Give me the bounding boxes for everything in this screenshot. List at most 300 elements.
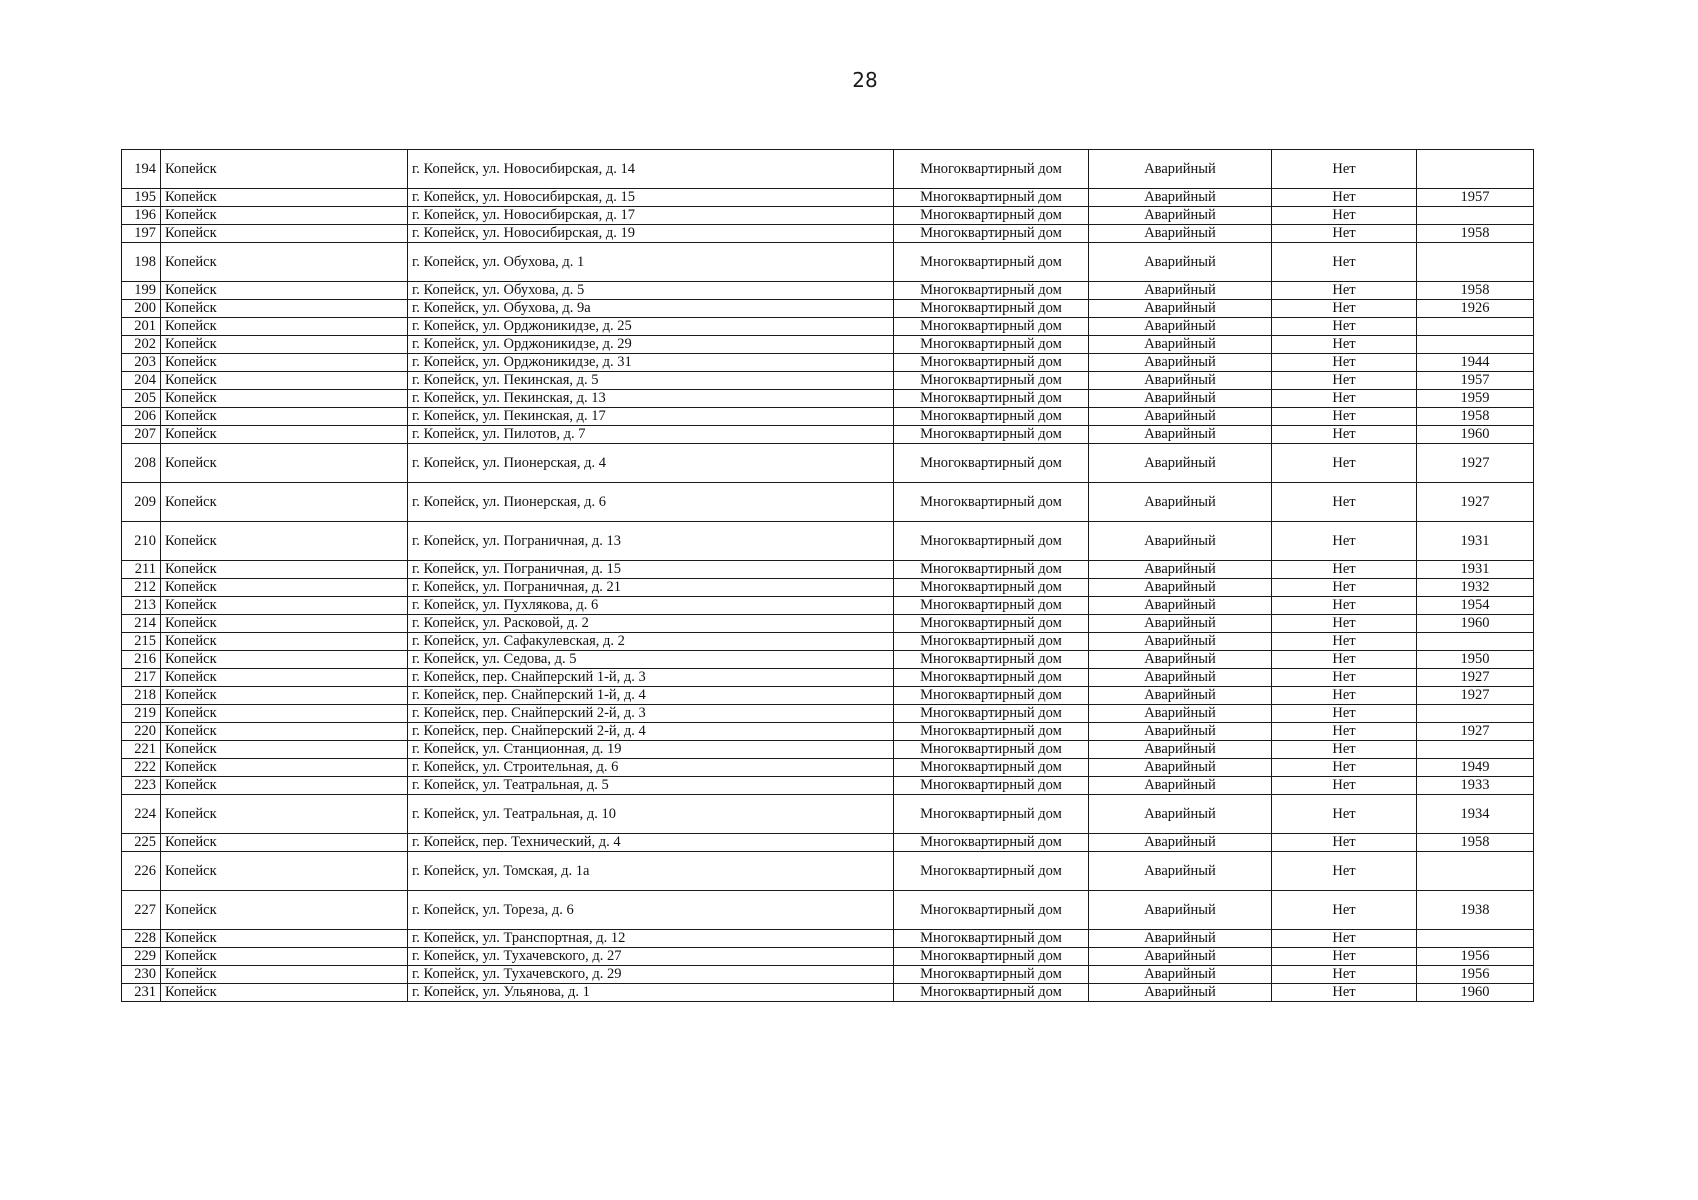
flag-cell: Нет: [1272, 615, 1417, 633]
table-row: [122, 354, 1534, 372]
address-cell: г. Копейск, ул. Орджоникидзе, д. 31: [408, 354, 894, 372]
condition-cell: Аварийный: [1089, 522, 1272, 561]
table-row: [122, 966, 1534, 984]
table-row: [122, 777, 1534, 795]
table-row: [122, 300, 1534, 318]
address-cell: г. Копейск, пер. Снайперский 1-й, д. 4: [408, 687, 894, 705]
flag-cell: Нет: [1272, 948, 1417, 966]
address-cell: г. Копейск, ул. Орджоникидзе, д. 25: [408, 318, 894, 336]
year-cell: 1956: [1417, 948, 1534, 966]
row-number: 203: [122, 354, 161, 372]
row-number: 197: [122, 225, 161, 243]
flag-cell: Нет: [1272, 150, 1417, 189]
row-number: 212: [122, 579, 161, 597]
year-cell: 1927: [1417, 669, 1534, 687]
condition-cell: Аварийный: [1089, 483, 1272, 522]
building-type-cell: Многоквартирный дом: [894, 444, 1089, 483]
year-cell: 1931: [1417, 561, 1534, 579]
building-type-cell: Многоквартирный дом: [894, 615, 1089, 633]
address-cell: г. Копейск, ул. Пограничная, д. 13: [408, 522, 894, 561]
table-row: [122, 426, 1534, 444]
year-cell: [1417, 930, 1534, 948]
city-cell: Копейск: [161, 930, 408, 948]
table-row: [122, 561, 1534, 579]
city-cell: Копейск: [161, 705, 408, 723]
row-number: 210: [122, 522, 161, 561]
address-cell: г. Копейск, ул. Пекинская, д. 17: [408, 408, 894, 426]
building-type-cell: Многоквартирный дом: [894, 834, 1089, 852]
table-row: [122, 207, 1534, 225]
city-cell: Копейск: [161, 225, 408, 243]
address-cell: г. Копейск, ул. Обухова, д. 5: [408, 282, 894, 300]
building-type-cell: Многоквартирный дом: [894, 930, 1089, 948]
building-type-cell: Многоквартирный дом: [894, 150, 1089, 189]
table-row: [122, 948, 1534, 966]
year-cell: 1957: [1417, 189, 1534, 207]
row-number: 227: [122, 891, 161, 930]
year-cell: [1417, 318, 1534, 336]
row-number: 223: [122, 777, 161, 795]
table-row: [122, 891, 1534, 930]
flag-cell: Нет: [1272, 777, 1417, 795]
address-cell: г. Копейск, ул. Театральная, д. 10: [408, 795, 894, 834]
condition-cell: Аварийный: [1089, 615, 1272, 633]
condition-cell: Аварийный: [1089, 984, 1272, 1002]
flag-cell: Нет: [1272, 633, 1417, 651]
address-cell: г. Копейск, ул. Обухова, д. 9а: [408, 300, 894, 318]
flag-cell: Нет: [1272, 372, 1417, 390]
condition-cell: Аварийный: [1089, 891, 1272, 930]
table-row: [122, 651, 1534, 669]
row-number: 218: [122, 687, 161, 705]
address-cell: г. Копейск, ул. Театральная, д. 5: [408, 777, 894, 795]
table-row: [122, 723, 1534, 741]
year-cell: 1960: [1417, 615, 1534, 633]
year-cell: 1959: [1417, 390, 1534, 408]
address-cell: г. Копейск, ул. Пилотов, д. 7: [408, 426, 894, 444]
flag-cell: Нет: [1272, 723, 1417, 741]
table-row: [122, 852, 1534, 891]
year-cell: [1417, 150, 1534, 189]
condition-cell: Аварийный: [1089, 834, 1272, 852]
year-cell: 1927: [1417, 723, 1534, 741]
building-type-cell: Многоквартирный дом: [894, 852, 1089, 891]
row-number: 198: [122, 243, 161, 282]
city-cell: Копейск: [161, 318, 408, 336]
condition-cell: Аварийный: [1089, 300, 1272, 318]
row-number: 217: [122, 669, 161, 687]
condition-cell: Аварийный: [1089, 318, 1272, 336]
condition-cell: Аварийный: [1089, 687, 1272, 705]
year-cell: [1417, 336, 1534, 354]
address-cell: г. Копейск, ул. Сафакулевская, д. 2: [408, 633, 894, 651]
condition-cell: Аварийный: [1089, 795, 1272, 834]
row-number: 195: [122, 189, 161, 207]
condition-cell: Аварийный: [1089, 189, 1272, 207]
city-cell: Копейск: [161, 354, 408, 372]
flag-cell: Нет: [1272, 687, 1417, 705]
city-cell: Копейск: [161, 483, 408, 522]
building-type-cell: Многоквартирный дом: [894, 561, 1089, 579]
flag-cell: Нет: [1272, 561, 1417, 579]
flag-cell: Нет: [1272, 984, 1417, 1002]
city-cell: Копейск: [161, 669, 408, 687]
building-type-cell: Многоквартирный дом: [894, 687, 1089, 705]
flag-cell: Нет: [1272, 759, 1417, 777]
flag-cell: Нет: [1272, 282, 1417, 300]
row-number: 196: [122, 207, 161, 225]
year-cell: [1417, 705, 1534, 723]
building-type-cell: Многоквартирный дом: [894, 705, 1089, 723]
housing-register-table: [121, 149, 1534, 1002]
building-type-cell: Многоквартирный дом: [894, 669, 1089, 687]
city-cell: Копейск: [161, 984, 408, 1002]
row-number: 219: [122, 705, 161, 723]
row-number: 200: [122, 300, 161, 318]
address-cell: г. Копейск, ул. Обухова, д. 1: [408, 243, 894, 282]
city-cell: Копейск: [161, 243, 408, 282]
building-type-cell: Многоквартирный дом: [894, 483, 1089, 522]
table-row: [122, 189, 1534, 207]
condition-cell: Аварийный: [1089, 336, 1272, 354]
table-row: [122, 390, 1534, 408]
table-row: [122, 669, 1534, 687]
table-row: [122, 795, 1534, 834]
city-cell: Копейск: [161, 336, 408, 354]
condition-cell: Аварийный: [1089, 579, 1272, 597]
address-cell: г. Копейск, ул. Пухлякова, д. 6: [408, 597, 894, 615]
building-type-cell: Многоквартирный дом: [894, 579, 1089, 597]
city-cell: Копейск: [161, 687, 408, 705]
year-cell: 1944: [1417, 354, 1534, 372]
city-cell: Копейск: [161, 777, 408, 795]
year-cell: [1417, 243, 1534, 282]
address-cell: г. Копейск, ул. Ульянова, д. 1: [408, 984, 894, 1002]
condition-cell: Аварийный: [1089, 741, 1272, 759]
city-cell: Копейск: [161, 561, 408, 579]
address-cell: г. Копейск, ул. Пионерская, д. 4: [408, 444, 894, 483]
building-type-cell: Многоквартирный дом: [894, 891, 1089, 930]
year-cell: 1931: [1417, 522, 1534, 561]
address-cell: г. Копейск, ул. Расковой, д. 2: [408, 615, 894, 633]
row-number: 209: [122, 483, 161, 522]
row-number: 202: [122, 336, 161, 354]
address-cell: г. Копейск, ул. Томская, д. 1а: [408, 852, 894, 891]
year-cell: 1927: [1417, 687, 1534, 705]
building-type-cell: Многоквартирный дом: [894, 741, 1089, 759]
condition-cell: Аварийный: [1089, 633, 1272, 651]
building-type-cell: Многоквартирный дом: [894, 597, 1089, 615]
flag-cell: Нет: [1272, 597, 1417, 615]
condition-cell: Аварийный: [1089, 705, 1272, 723]
year-cell: [1417, 633, 1534, 651]
row-number: 214: [122, 615, 161, 633]
address-cell: г. Копейск, пер. Снайперский 2-й, д. 3: [408, 705, 894, 723]
row-number: 194: [122, 150, 161, 189]
year-cell: 1926: [1417, 300, 1534, 318]
flag-cell: Нет: [1272, 207, 1417, 225]
building-type-cell: Многоквартирный дом: [894, 225, 1089, 243]
flag-cell: Нет: [1272, 579, 1417, 597]
flag-cell: Нет: [1272, 243, 1417, 282]
row-number: 222: [122, 759, 161, 777]
year-cell: 1932: [1417, 579, 1534, 597]
row-number: 228: [122, 930, 161, 948]
building-type-cell: Многоквартирный дом: [894, 318, 1089, 336]
year-cell: 1950: [1417, 651, 1534, 669]
condition-cell: Аварийный: [1089, 966, 1272, 984]
city-cell: Копейск: [161, 390, 408, 408]
table-row: [122, 705, 1534, 723]
condition-cell: Аварийный: [1089, 651, 1272, 669]
address-cell: г. Копейск, ул. Пограничная, д. 15: [408, 561, 894, 579]
city-cell: Копейск: [161, 741, 408, 759]
city-cell: Копейск: [161, 852, 408, 891]
year-cell: 1949: [1417, 759, 1534, 777]
address-cell: г. Копейск, ул. Новосибирская, д. 19: [408, 225, 894, 243]
table-row: [122, 579, 1534, 597]
condition-cell: Аварийный: [1089, 561, 1272, 579]
table-row: [122, 282, 1534, 300]
flag-cell: Нет: [1272, 390, 1417, 408]
condition-cell: Аварийный: [1089, 930, 1272, 948]
city-cell: Копейск: [161, 522, 408, 561]
city-cell: Копейск: [161, 615, 408, 633]
city-cell: Копейск: [161, 966, 408, 984]
year-cell: 1958: [1417, 408, 1534, 426]
flag-cell: Нет: [1272, 705, 1417, 723]
city-cell: Копейск: [161, 759, 408, 777]
year-cell: 1954: [1417, 597, 1534, 615]
year-cell: [1417, 207, 1534, 225]
condition-cell: Аварийный: [1089, 669, 1272, 687]
city-cell: Копейск: [161, 150, 408, 189]
row-number: 216: [122, 651, 161, 669]
building-type-cell: Многоквартирный дом: [894, 189, 1089, 207]
building-type-cell: Многоквартирный дом: [894, 354, 1089, 372]
condition-cell: Аварийный: [1089, 597, 1272, 615]
city-cell: Копейск: [161, 651, 408, 669]
row-number: 207: [122, 426, 161, 444]
building-type-cell: Многоквартирный дом: [894, 522, 1089, 561]
address-cell: г. Копейск, ул. Новосибирская, д. 15: [408, 189, 894, 207]
year-cell: 1956: [1417, 966, 1534, 984]
table-row: [122, 984, 1534, 1002]
table-row: [122, 930, 1534, 948]
row-number: 199: [122, 282, 161, 300]
building-type-cell: Многоквартирный дом: [894, 984, 1089, 1002]
condition-cell: Аварийный: [1089, 759, 1272, 777]
year-cell: 1958: [1417, 282, 1534, 300]
row-number: 226: [122, 852, 161, 891]
flag-cell: Нет: [1272, 444, 1417, 483]
address-cell: г. Копейск, ул. Пекинская, д. 5: [408, 372, 894, 390]
address-cell: г. Копейск, пер. Технический, д. 4: [408, 834, 894, 852]
condition-cell: Аварийный: [1089, 777, 1272, 795]
condition-cell: Аварийный: [1089, 354, 1272, 372]
year-cell: 1957: [1417, 372, 1534, 390]
table-row: [122, 150, 1534, 189]
address-cell: г. Копейск, ул. Новосибирская, д. 14: [408, 150, 894, 189]
condition-cell: Аварийный: [1089, 372, 1272, 390]
table-row: [122, 633, 1534, 651]
city-cell: Копейск: [161, 579, 408, 597]
table-row: [122, 741, 1534, 759]
condition-cell: Аварийный: [1089, 723, 1272, 741]
city-cell: Копейск: [161, 189, 408, 207]
row-number: 221: [122, 741, 161, 759]
table-row: [122, 444, 1534, 483]
building-type-cell: Многоквартирный дом: [894, 243, 1089, 282]
table-row: [122, 522, 1534, 561]
table-row: [122, 834, 1534, 852]
year-cell: 1958: [1417, 225, 1534, 243]
address-cell: г. Копейск, ул. Станционная, д. 19: [408, 741, 894, 759]
city-cell: Копейск: [161, 444, 408, 483]
flag-cell: Нет: [1272, 300, 1417, 318]
table-row: [122, 408, 1534, 426]
city-cell: Копейск: [161, 795, 408, 834]
flag-cell: Нет: [1272, 834, 1417, 852]
condition-cell: Аварийный: [1089, 408, 1272, 426]
flag-cell: Нет: [1272, 891, 1417, 930]
row-number: 201: [122, 318, 161, 336]
table-row: [122, 318, 1534, 336]
year-cell: 1927: [1417, 483, 1534, 522]
table-row: [122, 372, 1534, 390]
row-number: 211: [122, 561, 161, 579]
flag-cell: Нет: [1272, 408, 1417, 426]
row-number: 231: [122, 984, 161, 1002]
table-row: [122, 483, 1534, 522]
building-type-cell: Многоквартирный дом: [894, 795, 1089, 834]
year-cell: [1417, 852, 1534, 891]
building-type-cell: Многоквартирный дом: [894, 372, 1089, 390]
building-type-cell: Многоквартирный дом: [894, 633, 1089, 651]
year-cell: 1927: [1417, 444, 1534, 483]
condition-cell: Аварийный: [1089, 243, 1272, 282]
flag-cell: Нет: [1272, 354, 1417, 372]
address-cell: г. Копейск, ул. Седова, д. 5: [408, 651, 894, 669]
city-cell: Копейск: [161, 633, 408, 651]
condition-cell: Аварийный: [1089, 207, 1272, 225]
address-cell: г. Копейск, ул. Новосибирская, д. 17: [408, 207, 894, 225]
city-cell: Копейск: [161, 426, 408, 444]
year-cell: 1960: [1417, 984, 1534, 1002]
row-number: 205: [122, 390, 161, 408]
flag-cell: Нет: [1272, 966, 1417, 984]
address-cell: г. Копейск, ул. Пекинская, д. 13: [408, 390, 894, 408]
flag-cell: Нет: [1272, 741, 1417, 759]
year-cell: 1934: [1417, 795, 1534, 834]
table-row: [122, 225, 1534, 243]
row-number: 229: [122, 948, 161, 966]
address-cell: г. Копейск, ул. Тухачевского, д. 27: [408, 948, 894, 966]
building-type-cell: Многоквартирный дом: [894, 777, 1089, 795]
row-number: 215: [122, 633, 161, 651]
condition-cell: Аварийный: [1089, 948, 1272, 966]
table-row: [122, 597, 1534, 615]
building-type-cell: Многоквартирный дом: [894, 651, 1089, 669]
flag-cell: Нет: [1272, 669, 1417, 687]
city-cell: Копейск: [161, 948, 408, 966]
condition-cell: Аварийный: [1089, 225, 1272, 243]
row-number: 225: [122, 834, 161, 852]
flag-cell: Нет: [1272, 522, 1417, 561]
condition-cell: Аварийный: [1089, 444, 1272, 483]
condition-cell: Аварийный: [1089, 390, 1272, 408]
city-cell: Копейск: [161, 408, 408, 426]
flag-cell: Нет: [1272, 483, 1417, 522]
year-cell: [1417, 741, 1534, 759]
flag-cell: Нет: [1272, 930, 1417, 948]
page-number: 28: [852, 68, 878, 92]
city-cell: Копейск: [161, 834, 408, 852]
year-cell: 1960: [1417, 426, 1534, 444]
city-cell: Копейск: [161, 300, 408, 318]
address-cell: г. Копейск, пер. Снайперский 2-й, д. 4: [408, 723, 894, 741]
table-row: [122, 615, 1534, 633]
address-cell: г. Копейск, ул. Тореза, д. 6: [408, 891, 894, 930]
building-type-cell: Многоквартирный дом: [894, 408, 1089, 426]
city-cell: Копейск: [161, 723, 408, 741]
building-type-cell: Многоквартирный дом: [894, 282, 1089, 300]
row-number: 206: [122, 408, 161, 426]
building-type-cell: Многоквартирный дом: [894, 336, 1089, 354]
condition-cell: Аварийный: [1089, 282, 1272, 300]
flag-cell: Нет: [1272, 225, 1417, 243]
building-type-cell: Многоквартирный дом: [894, 759, 1089, 777]
table-row: [122, 687, 1534, 705]
building-type-cell: Многоквартирный дом: [894, 390, 1089, 408]
condition-cell: Аварийный: [1089, 150, 1272, 189]
year-cell: 1938: [1417, 891, 1534, 930]
flag-cell: Нет: [1272, 426, 1417, 444]
flag-cell: Нет: [1272, 318, 1417, 336]
city-cell: Копейск: [161, 207, 408, 225]
address-cell: г. Копейск, ул. Тухачевского, д. 29: [408, 966, 894, 984]
table-row: [122, 243, 1534, 282]
address-cell: г. Копейск, ул. Пограничная, д. 21: [408, 579, 894, 597]
row-number: 230: [122, 966, 161, 984]
building-type-cell: Многоквартирный дом: [894, 300, 1089, 318]
flag-cell: Нет: [1272, 795, 1417, 834]
row-number: 213: [122, 597, 161, 615]
year-cell: 1933: [1417, 777, 1534, 795]
flag-cell: Нет: [1272, 852, 1417, 891]
table-body: [122, 150, 1534, 1002]
city-cell: Копейск: [161, 891, 408, 930]
city-cell: Копейск: [161, 597, 408, 615]
building-type-cell: Многоквартирный дом: [894, 207, 1089, 225]
condition-cell: Аварийный: [1089, 426, 1272, 444]
address-cell: г. Копейск, ул. Строительная, д. 6: [408, 759, 894, 777]
row-number: 204: [122, 372, 161, 390]
flag-cell: Нет: [1272, 651, 1417, 669]
row-number: 208: [122, 444, 161, 483]
building-type-cell: Многоквартирный дом: [894, 426, 1089, 444]
row-number: 220: [122, 723, 161, 741]
building-type-cell: Многоквартирный дом: [894, 966, 1089, 984]
flag-cell: Нет: [1272, 189, 1417, 207]
address-cell: г. Копейск, ул. Транспортная, д. 12: [408, 930, 894, 948]
address-cell: г. Копейск, пер. Снайперский 1-й, д. 3: [408, 669, 894, 687]
condition-cell: Аварийный: [1089, 852, 1272, 891]
address-cell: г. Копейск, ул. Орджоникидзе, д. 29: [408, 336, 894, 354]
table-row: [122, 336, 1534, 354]
address-cell: г. Копейск, ул. Пионерская, д. 6: [408, 483, 894, 522]
city-cell: Копейск: [161, 282, 408, 300]
